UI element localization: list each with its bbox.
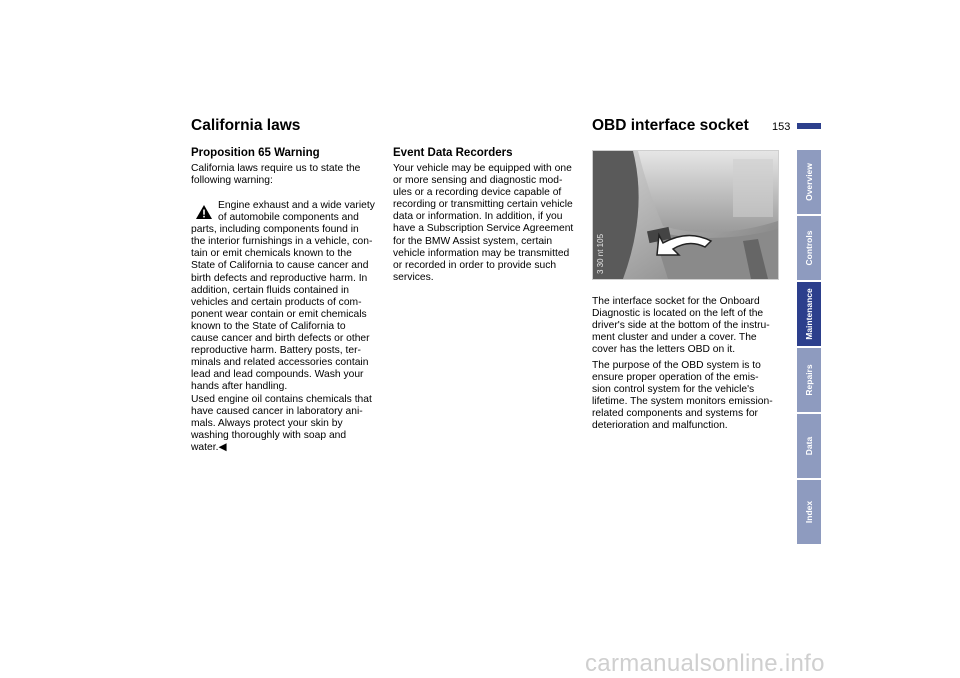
text-line: lead and lead compounds. Wash your: [191, 369, 364, 381]
obd-socket-illustration: [593, 151, 778, 279]
text-line: have caused cancer in laboratory ani-: [191, 405, 363, 417]
text-line: cause cancer and birth defects or other: [191, 333, 370, 345]
tab-controls[interactable]: [797, 216, 821, 280]
text-line: ment cluster and under a cover. The: [592, 332, 757, 344]
text-line: data or information. In addition, if you: [393, 211, 563, 223]
tab-label: Overview: [804, 163, 814, 201]
text-line: water.◀: [191, 441, 227, 453]
text-line: or more sensing and diagnostic mod-: [393, 175, 563, 187]
text-line: deterioration and malfunction.: [592, 420, 728, 432]
text-line: sion control system for the vehicle's: [592, 384, 755, 396]
tab-label: Maintenance: [804, 288, 814, 340]
text-line: birth defects and reproductive harm. In: [191, 272, 368, 284]
text-line: ules or a recording device capable of: [393, 187, 562, 199]
text-line: The interface socket for the Onboard: [592, 296, 760, 307]
tab-label: Data: [804, 436, 814, 456]
text-line: California laws require us to state the: [191, 163, 361, 174]
obd-purpose-text: [592, 360, 773, 433]
text-line: of automobile components and: [218, 212, 359, 224]
text-line: vehicle information may be transmitted: [393, 247, 570, 259]
tab-index[interactable]: [797, 480, 821, 544]
text-line: related components and systems for: [592, 408, 758, 420]
text-line: following warning:: [191, 175, 273, 187]
photo-reference-code: 3 30 nt 105: [596, 233, 605, 274]
warning-text: [191, 200, 391, 454]
text-line: parts, including components found in: [191, 224, 359, 236]
obd-socket-photo: [592, 150, 779, 280]
text-line: The purpose of the OBD system is to: [592, 360, 761, 371]
text-line: services.: [393, 271, 434, 283]
proposition-65-intro: [191, 163, 360, 187]
obd-location-text: [592, 296, 770, 356]
tab-maintenance[interactable]: [797, 282, 821, 346]
tab-label: Repairs: [804, 364, 814, 396]
text-line: ensure proper operation of the emis-: [592, 372, 759, 384]
text-line: reproductive harm. Battery posts, ter-: [191, 345, 361, 357]
text-line: cover has the letters OBD on it.: [592, 344, 736, 356]
text-line: mals. Always protect your skin by: [191, 417, 343, 429]
text-line: hands after handling.: [191, 381, 288, 393]
tab-overview[interactable]: [797, 150, 821, 214]
tab-label: Index: [804, 500, 814, 524]
text-line: have a Subscription Service Agreement: [393, 223, 574, 235]
text-line: tain or emit chemicals known to the: [191, 248, 352, 260]
event-data-recorders-text: [393, 163, 573, 284]
text-line: or recorded in order to provide such: [393, 259, 557, 271]
text-line: washing thoroughly with soap and: [191, 429, 347, 441]
tab-data[interactable]: [797, 414, 821, 478]
text-line: Diagnostic is located on the left of the: [592, 308, 764, 320]
text-line: ponent wear contain or emit chemicals: [191, 308, 367, 320]
text-line: Engine exhaust and a wide variety: [218, 200, 375, 211]
text-line: State of California to cause cancer and: [191, 260, 369, 272]
tab-label: Controls: [804, 230, 814, 266]
text-line: driver's side at the bottom of the instru-: [592, 320, 770, 332]
tab-repairs[interactable]: [797, 348, 821, 412]
proposition-65-heading: Proposition 65 Warning: [191, 147, 320, 159]
section-title-california-laws: California laws: [191, 117, 301, 134]
page-marker-bar: [797, 123, 821, 129]
text-line: addition, certain fluids contained in: [191, 284, 349, 296]
page-number: 153: [772, 121, 791, 133]
text-line: the interior furnishings in a vehicle, con-: [191, 236, 373, 248]
text-line: Your vehicle may be equipped with one: [393, 163, 572, 174]
text-line: vehicles and certain products of com-: [191, 296, 362, 308]
text-line: lifetime. The system monitors emission-: [592, 396, 773, 408]
event-data-recorders-heading: Event Data Recorders: [393, 147, 513, 159]
watermark: carmanualsonline.info: [585, 650, 825, 677]
text-line: recording or transmitting certain vehicle: [393, 199, 573, 211]
text-line: Used engine oil contains chemicals that: [191, 393, 372, 405]
section-title-obd-interface-socket: OBD interface socket: [592, 117, 749, 134]
text-line: minals and related accessories contain: [191, 357, 369, 369]
text-line: known to the State of California to: [191, 320, 346, 332]
text-line: for the BMW Assist system, certain: [393, 235, 553, 247]
